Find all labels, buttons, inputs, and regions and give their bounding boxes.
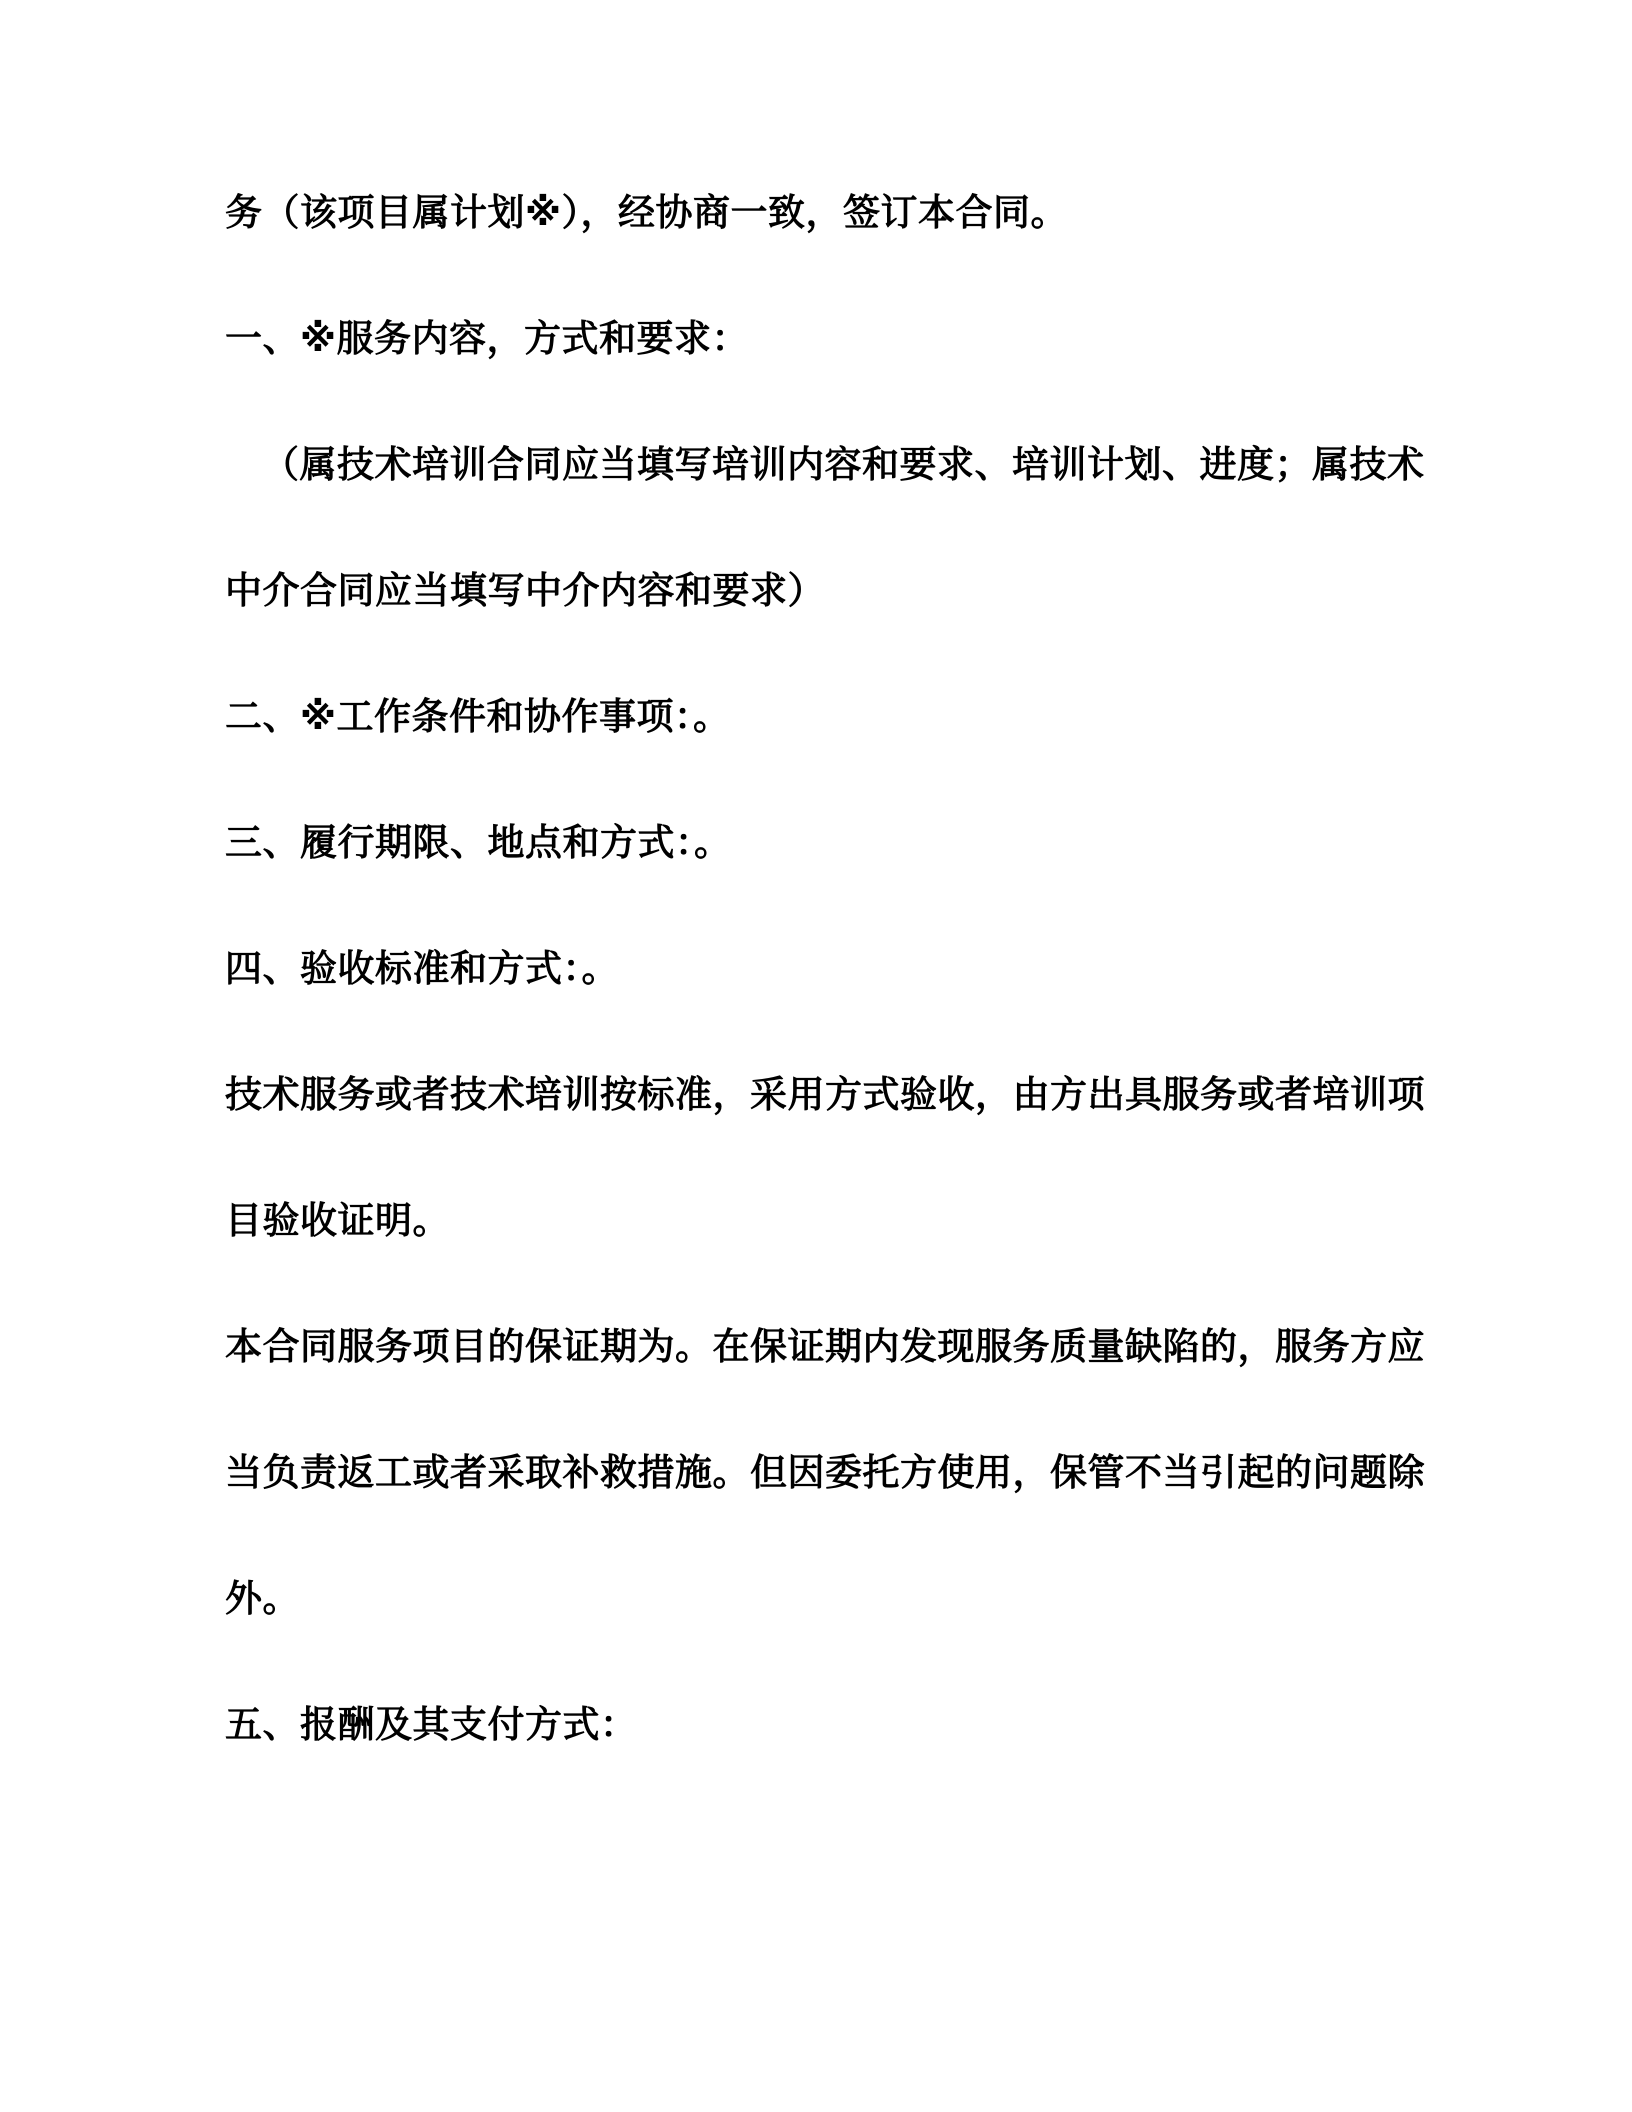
paragraph-section-one-note: （属技术培训合同应当填写培训内容和要求、培训计划、进度；属技术中介合同应当填写中介内容和要求） (225, 444, 1425, 611)
paragraph-section-two-heading: 二、※工作条件和协作事项：。 (225, 696, 731, 737)
paragraph-section-one-heading: 一、※服务内容，方式和要求： (225, 318, 749, 359)
paragraph-warranty-body: 本合同服务项目的保证期为。在保证期内发现服务质量缺陷的，服务方应当负责返工或者采取补救措施。但因委托方使用，保管不当引起的问题除外。 (225, 1326, 1425, 1619)
paragraph-preamble-continuation: 务（该项目属计划※），经协商一致，签订本合同。 (225, 192, 1068, 233)
paragraph-acceptance-body: 技术服务或者技术培训按标准，采用方式验收，由方出具服务或者培训项目验收证明。 (225, 1074, 1425, 1241)
paragraph-section-three-heading: 三、履行期限、地点和方式：。 (225, 822, 732, 863)
document-body (225, 150, 1432, 1788)
paragraph-section-five-heading: 五、报酬及其支付方式： (225, 1704, 638, 1745)
paragraph-section-four-heading: 四、验收标准和方式：。 (225, 948, 619, 989)
